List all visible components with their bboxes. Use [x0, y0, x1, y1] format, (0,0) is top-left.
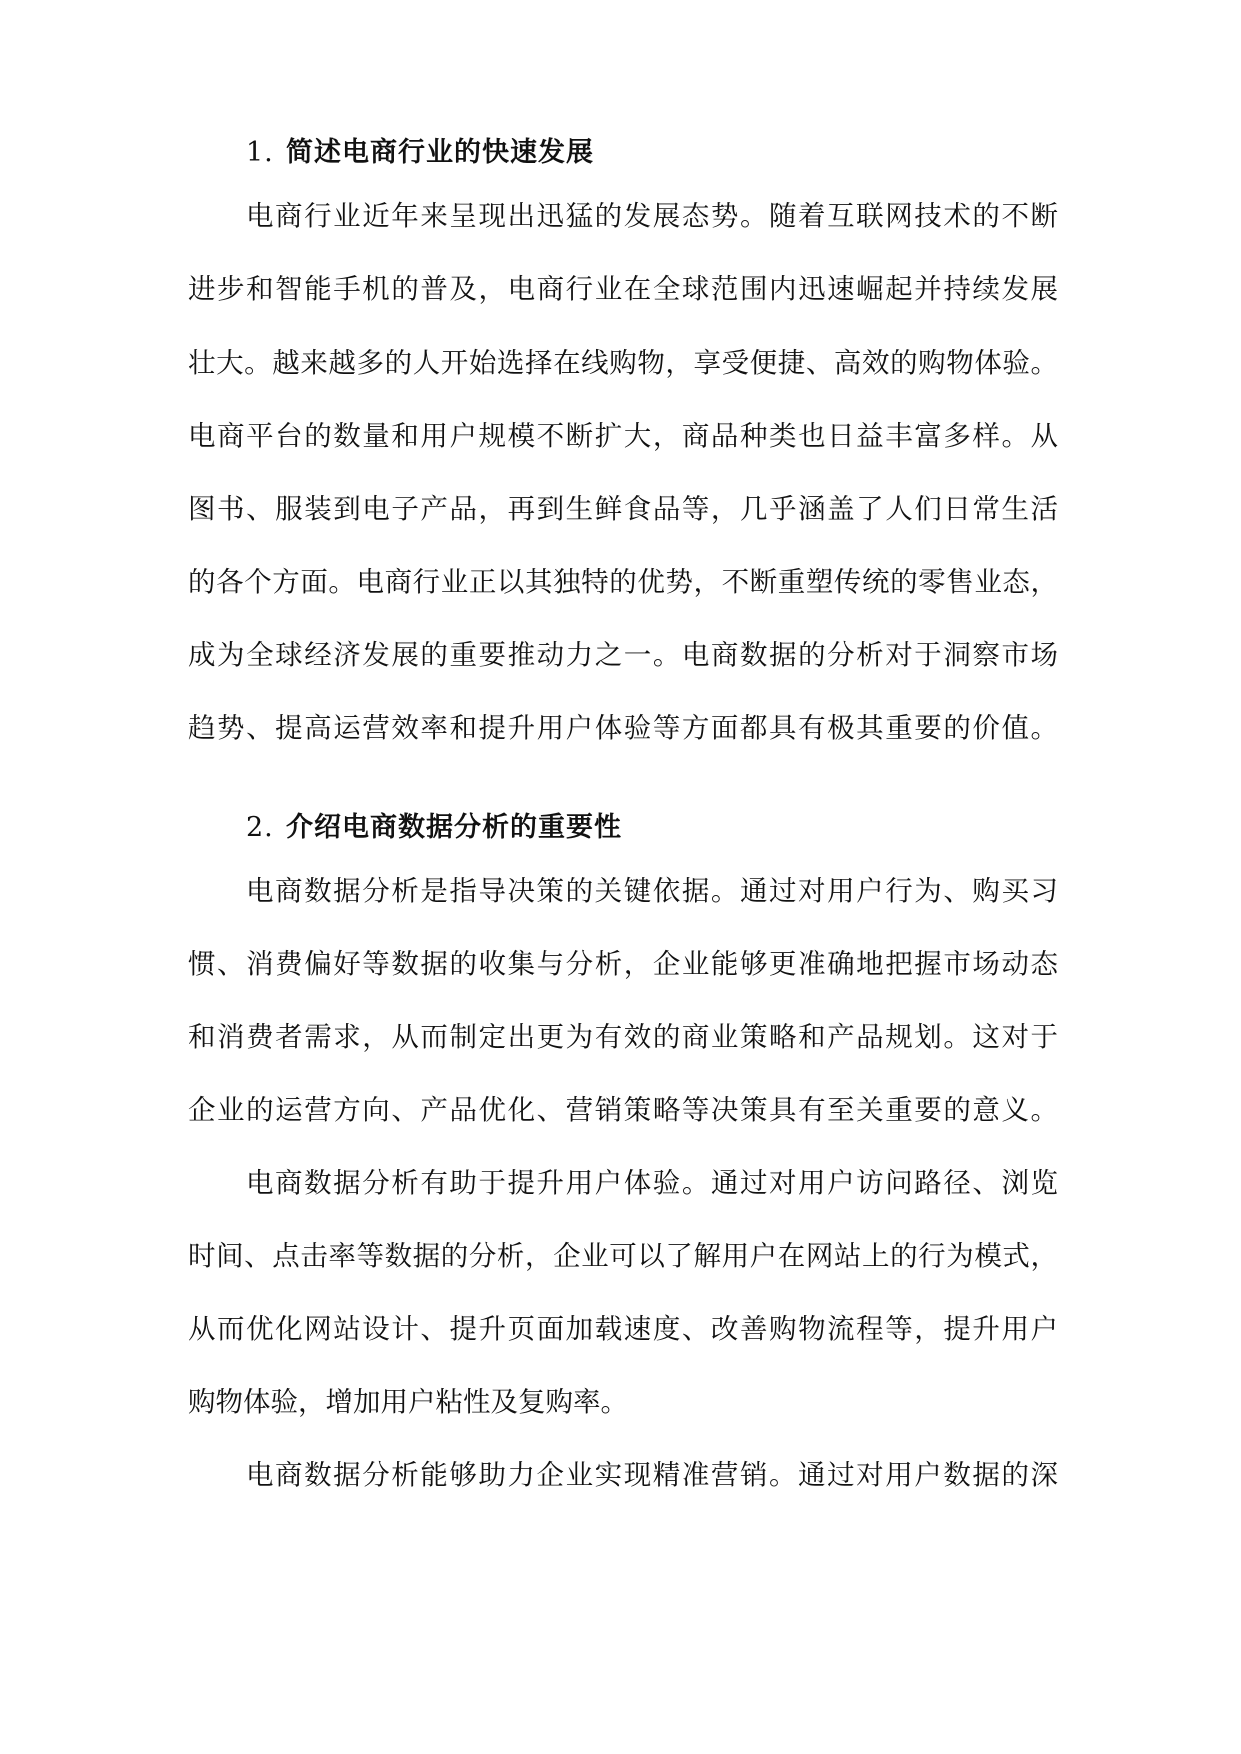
paragraph-line: 电商数据分析有助于提升用户体验。通过对用户访问路径、浏览 — [246, 1167, 1058, 1199]
section-2-number: 2. — [246, 812, 274, 843]
paragraph-line: 惯、消费偏好等数据的收集与分析，企业能够更准确地把握市场动态 — [188, 948, 1058, 980]
paragraph-line: 时间、点击率等数据的分析，企业可以了解用户在网站上的行为模式， — [188, 1240, 1058, 1272]
paragraph-line: 趋势、提高运营效率和提升用户体验等方面都具有极其重要的价值。 — [188, 712, 1058, 744]
section-1-heading — [246, 135, 594, 171]
paragraph-line: 和消费者需求，从而制定出更为有效的商业策略和产品规划。这对于 — [188, 1021, 1058, 1053]
paragraph-line: 电商数据分析能够助力企业实现精准营销。通过对用户数据的深 — [246, 1459, 1058, 1491]
paragraph-line: 的各个方面。电商行业正以其独特的优势，不断重塑传统的零售业态， — [188, 566, 1058, 598]
section-1-title: 简述电商行业的快速发展 — [286, 137, 594, 168]
paragraph-line: 从而优化网站设计、提升页面加载速度、改善购物流程等，提升用户 — [188, 1313, 1058, 1345]
paragraph-line: 成为全球经济发展的重要推动力之一。电商数据的分析对于洞察市场 — [188, 639, 1058, 671]
paragraph-line: 进步和智能手机的普及，电商行业在全球范围内迅速崛起并持续发展 — [188, 273, 1058, 305]
paragraph-line: 壮大。越来越多的人开始选择在线购物，享受便捷、高效的购物体验。 — [188, 347, 1058, 379]
paragraph-line: 购物体验，增加用户粘性及复购率。 — [188, 1386, 628, 1418]
section-2-heading — [246, 810, 622, 846]
paragraph-line: 电商行业近年来呈现出迅猛的发展态势。随着互联网技术的不断 — [246, 200, 1058, 232]
paragraph-line: 电商平台的数量和用户规模不断扩大，商品种类也日益丰富多样。从 — [188, 420, 1058, 452]
paragraph-line: 企业的运营方向、产品优化、营销策略等决策具有至关重要的意义。 — [188, 1094, 1058, 1126]
paragraph-line: 图书、服装到电子产品，再到生鲜食品等，几乎涵盖了人们日常生活 — [188, 493, 1058, 525]
paragraph-line: 电商数据分析是指导决策的关键依据。通过对用户行为、购买习 — [246, 875, 1058, 907]
section-2-title: 介绍电商数据分析的重要性 — [286, 812, 622, 843]
section-1-number: 1. — [246, 137, 274, 168]
